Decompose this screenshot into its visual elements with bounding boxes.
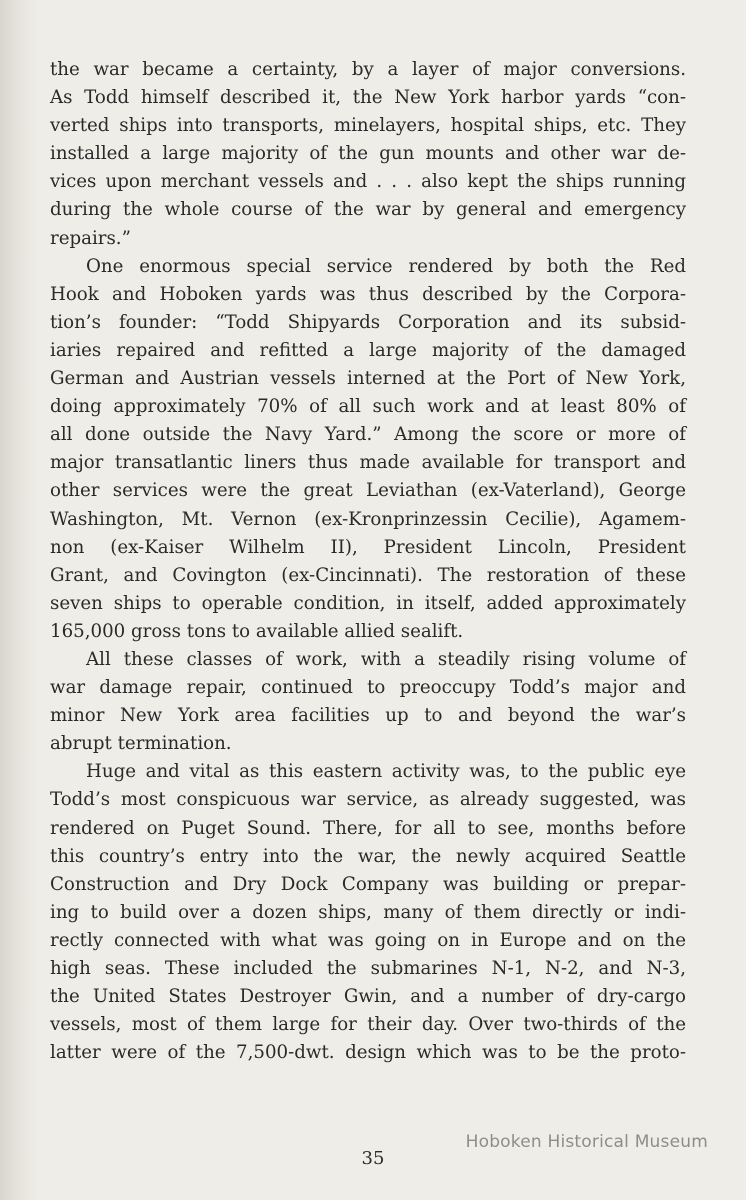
text-line: the war became a certainty, by a layer of major conversions. [50,59,686,80]
text-line: Grant, and Covington (ex-Cincinnati). The restoration of these [50,564,686,586]
text-line: iaries repaired and refitted a large majority of the damaged [50,339,686,361]
text-line: major transatlantic liners thus made available for transport and [50,452,686,474]
text-line: rectly connected with what was going on in Europe and on the [50,929,686,951]
text-line: As Todd himself described it, the New York harbor yards “con- [50,87,686,109]
text-line: 165,000 gross tons to available allied sealift. [50,620,464,642]
text-line: One enormous special service rendered by both the Red [86,255,686,277]
text-line: all done outside the Navy Yard.” Among the score or more of [50,424,686,446]
page-gutter-shadow [0,0,38,1200]
text-line: during the whole course of the war by general and emergency [50,199,686,221]
text-line: vessels, most of them large for their day. Over two-thirds of the [50,1014,686,1036]
text-line: high seas. These included the submarines N-1, N-2, and N-3, [50,958,686,979]
text-line: verted ships into transports, minelayers, hospital ships, etc. They [50,115,686,137]
text-line: repairs.” [50,227,131,249]
text-line: Huge and vital as this eastern activity was, to the public eye [86,761,686,783]
text-line: Todd’s most conspicuous war service, as already suggested, was [50,789,686,811]
text-line: doing approximately 70% of all such work and at least 80% of [50,396,686,418]
text-line: the United States Destroyer Gwin, and a number of dry-cargo [50,986,686,1008]
text-line: tion’s founder: “Todd Shipyards Corporation and its subsid- [50,311,686,333]
text-line: Hook and Hoboken yards was thus described by the Corpora- [50,283,686,305]
page-number: 35 [361,1148,385,1169]
text-line: minor New York area facilities up to and beyond the war’s [50,705,686,727]
text-line: non (ex-Kaiser Wilhelm II), President Lincoln, President [50,536,686,558]
text-line: vices upon merchant vessels and . . . also kept the ships running [50,171,686,193]
text-line: this country’s entry into the war, the newly acquired Seattle [50,845,686,867]
text-line: All these classes of work, with a steadily rising volume of [86,648,686,670]
text-line: war damage repair, continued to preoccupy Todd’s major and [50,677,686,699]
text-line: ing to build over a dozen ships, many of them directly or indi- [50,901,686,923]
text-line: seven ships to operable condition, in itself, added approximately [50,592,686,614]
text-line: Construction and Dry Dock Company was building or prepar- [50,873,686,895]
page-body-text [50,56,686,1067]
text-line: installed a large majority of the gun mounts and other war de- [50,143,686,165]
text-line: German and Austrian vessels interned at the Port of New York, [50,368,686,390]
text-line: Washington, Mt. Vernon (ex-Kronprinzessin Cecilie), Agamem- [50,508,686,530]
text-line: latter were of the 7,500-dwt. design which was to be the proto- [50,1042,686,1064]
museum-watermark: Hoboken Historical Museum [465,1132,708,1152]
text-line: rendered on Puget Sound. There, for all to see, months before [50,817,686,839]
text-line: other services were the great Leviathan (ex-Vaterland), George [50,480,686,502]
text-line: abrupt termination. [50,733,232,755]
